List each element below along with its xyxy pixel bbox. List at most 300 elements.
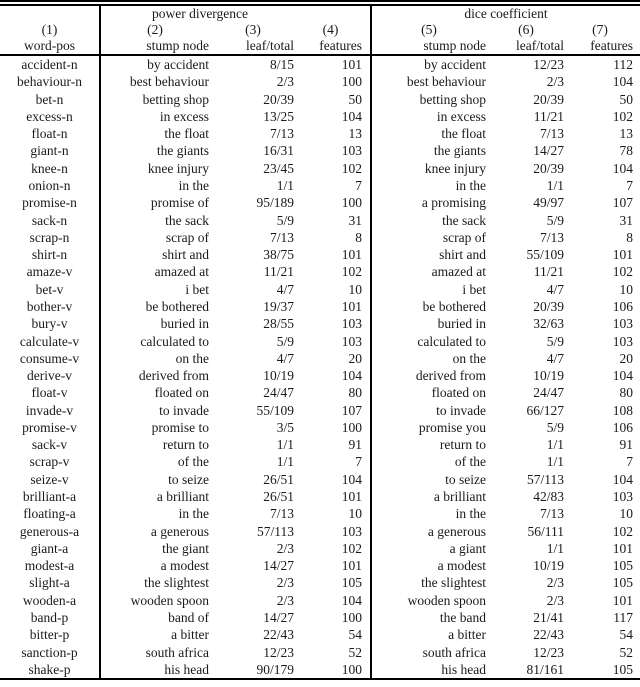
stump-node-cell: wooden spoon bbox=[130, 592, 209, 608]
column-number: (7) bbox=[592, 22, 608, 37]
stump-node-cell: in the bbox=[455, 506, 486, 522]
stump-node-cell: buried in bbox=[437, 316, 486, 332]
stump-node-cell: calculated to bbox=[417, 333, 486, 349]
leaf-total-cell: 7/13 bbox=[269, 229, 294, 245]
leaf-total-cell: 12/23 bbox=[533, 644, 564, 660]
table-row bbox=[0, 661, 640, 679]
features-cell: 10 bbox=[619, 506, 633, 522]
features-cell: 101 bbox=[299, 246, 371, 263]
table-row bbox=[0, 367, 640, 384]
word-pos-cell: invade-v bbox=[0, 402, 100, 419]
leaf-total-cell: 95/189 bbox=[256, 195, 294, 211]
stump-node-cell: wooden spoon bbox=[407, 592, 486, 608]
leaf-total-cell: 5/9 bbox=[546, 212, 564, 228]
features-cell: 10 bbox=[299, 505, 371, 522]
word-pos-cell: promise-v bbox=[0, 419, 100, 436]
stump-node-cell: a bitter bbox=[448, 627, 486, 643]
leaf-total-cell: 7/13 bbox=[269, 126, 294, 142]
table-row bbox=[0, 557, 640, 574]
features-cell: 54 bbox=[299, 626, 371, 643]
leaf-total-cell: 10/19 bbox=[533, 558, 564, 574]
leaf-total-cell: 12/23 bbox=[533, 57, 564, 72]
word-pos-cell: giant-n bbox=[0, 142, 100, 159]
features-cell: 80 bbox=[619, 385, 633, 401]
leaf-total-cell: 2/3 bbox=[276, 592, 294, 608]
word-pos-cell: shirt-n bbox=[0, 246, 100, 263]
features-cell: 105 bbox=[299, 574, 371, 591]
stump-node-cell: on the bbox=[175, 350, 209, 366]
group-header-spacer bbox=[0, 3, 100, 22]
leaf-total-cell: 20/39 bbox=[533, 298, 564, 314]
word-pos-cell: scrap-n bbox=[0, 229, 100, 246]
stump-node-cell: derived from bbox=[138, 368, 209, 384]
leaf-total-cell: 26/51 bbox=[263, 489, 294, 505]
leaf-total-cell: 4/7 bbox=[546, 350, 564, 366]
features-cell: 103 bbox=[299, 315, 371, 332]
stump-node-cell: the sack bbox=[165, 212, 209, 228]
stump-node-cell: the giant bbox=[162, 540, 209, 556]
stump-node-cell: the giants bbox=[433, 143, 486, 159]
features-cell: 103 bbox=[612, 489, 633, 505]
leaf-total-cell: 57/113 bbox=[257, 523, 294, 539]
table-row bbox=[0, 436, 640, 453]
stump-node-cell: to invade bbox=[159, 402, 209, 418]
leaf-total-cell: 8/15 bbox=[269, 57, 294, 72]
word-pos-cell: bother-v bbox=[0, 298, 100, 315]
features-cell: 104 bbox=[299, 471, 371, 488]
word-pos-cell: sack-n bbox=[0, 212, 100, 229]
leaf-total-cell: 5/9 bbox=[546, 419, 564, 435]
column-name-features: features bbox=[567, 38, 640, 55]
features-cell: 104 bbox=[299, 592, 371, 609]
word-pos-cell: giant-a bbox=[0, 540, 100, 557]
leaf-total-cell: 1/1 bbox=[276, 177, 294, 193]
stump-node-cell: a bitter bbox=[171, 627, 209, 643]
word-pos-cell: bet-n bbox=[0, 91, 100, 108]
column-name-leaf-total: leaf/total bbox=[212, 38, 299, 55]
stump-node-cell: promise of bbox=[150, 195, 209, 211]
table-row bbox=[0, 523, 640, 540]
stump-node-cell: in excess bbox=[436, 108, 486, 124]
features-cell: 50 bbox=[299, 91, 371, 108]
word-pos-cell: scrap-v bbox=[0, 453, 100, 470]
features-cell: 31 bbox=[299, 212, 371, 229]
stump-node-cell: the sack bbox=[442, 212, 486, 228]
features-cell: 20 bbox=[299, 350, 371, 367]
group-header-dice-coefficient: dice coefficient bbox=[464, 6, 548, 21]
features-cell: 101 bbox=[612, 540, 633, 556]
leaf-total-cell: 57/113 bbox=[527, 471, 564, 487]
column-number: (3) bbox=[245, 22, 261, 37]
features-cell: 100 bbox=[299, 661, 371, 679]
stump-node-cell: shirt and bbox=[439, 247, 486, 263]
leaf-total-cell: 14/27 bbox=[263, 610, 294, 625]
stump-node-cell: a modest bbox=[437, 558, 486, 574]
features-cell: 106 bbox=[612, 419, 633, 435]
stump-node-cell: of the bbox=[454, 454, 486, 470]
word-pos-cell: consume-v bbox=[0, 350, 100, 367]
leaf-total-cell: 1/1 bbox=[276, 454, 294, 470]
table-row bbox=[0, 609, 640, 626]
leaf-total-cell: 90/179 bbox=[256, 661, 294, 677]
stump-node-cell: be bothered bbox=[422, 298, 486, 314]
table-row bbox=[0, 194, 640, 211]
features-cell: 101 bbox=[299, 55, 371, 73]
features-cell: 101 bbox=[299, 298, 371, 315]
column-number: (2) bbox=[147, 22, 163, 37]
word-pos-cell: brilliant-a bbox=[0, 488, 100, 505]
stump-node-cell: of the bbox=[177, 454, 209, 470]
leaf-total-cell: 7/13 bbox=[269, 506, 294, 522]
features-cell: 104 bbox=[612, 74, 633, 90]
leaf-total-cell: 66/127 bbox=[526, 402, 564, 418]
stump-node-cell: south africa bbox=[145, 644, 209, 660]
word-pos-cell: promise-n bbox=[0, 194, 100, 211]
column-number: (5) bbox=[421, 22, 437, 37]
features-cell: 54 bbox=[619, 627, 633, 643]
table-row bbox=[0, 333, 640, 350]
stump-node-cell: the slightest bbox=[421, 575, 486, 591]
features-cell: 105 bbox=[612, 661, 633, 677]
leaf-total-cell: 5/9 bbox=[546, 333, 564, 349]
table-row bbox=[0, 142, 640, 159]
word-pos-cell: sack-v bbox=[0, 436, 100, 453]
features-cell: 103 bbox=[299, 333, 371, 350]
features-cell: 103 bbox=[612, 316, 633, 332]
features-cell: 91 bbox=[299, 436, 371, 453]
leaf-total-cell: 14/27 bbox=[533, 143, 564, 159]
leaf-total-cell: 32/63 bbox=[533, 316, 564, 332]
stump-node-cell: amazed at bbox=[431, 264, 486, 280]
column-number: (4) bbox=[299, 22, 371, 38]
leaf-total-cell: 81/161 bbox=[526, 661, 564, 677]
stump-node-cell: a brilliant bbox=[156, 489, 209, 505]
column-name-leaf-total: leaf/total bbox=[488, 38, 567, 55]
leaf-total-cell: 38/75 bbox=[263, 247, 294, 263]
features-cell: 102 bbox=[612, 523, 633, 539]
leaf-total-cell: 24/47 bbox=[263, 385, 294, 401]
table-row bbox=[0, 91, 640, 108]
table-row bbox=[0, 453, 640, 470]
stump-node-cell: return to bbox=[439, 437, 486, 453]
features-cell: 20 bbox=[619, 350, 633, 366]
leaf-total-cell: 26/51 bbox=[263, 471, 294, 487]
stump-node-cell: in the bbox=[178, 506, 209, 522]
word-pos-cell: seize-v bbox=[0, 471, 100, 488]
stump-node-cell: a giant bbox=[449, 540, 486, 556]
column-number-row bbox=[0, 22, 640, 38]
stump-node-cell: calculated to bbox=[140, 333, 209, 349]
table-row bbox=[0, 246, 640, 263]
word-pos-cell: bury-v bbox=[0, 315, 100, 332]
table-row bbox=[0, 160, 640, 177]
group-header-power-divergence: power divergence bbox=[151, 6, 249, 21]
stump-node-cell: best behaviour bbox=[129, 74, 209, 90]
features-cell: 102 bbox=[299, 263, 371, 280]
leaf-total-cell: 7/13 bbox=[539, 126, 564, 142]
features-cell: 50 bbox=[619, 91, 633, 107]
leaf-total-cell: 2/3 bbox=[546, 74, 564, 90]
features-cell: 7 bbox=[626, 177, 633, 193]
word-pos-cell: bet-v bbox=[0, 281, 100, 298]
word-pos-cell: float-n bbox=[0, 125, 100, 142]
stump-node-cell: derived from bbox=[415, 368, 486, 384]
leaf-total-cell: 19/37 bbox=[263, 298, 294, 314]
leaf-total-cell: 1/1 bbox=[546, 454, 564, 470]
features-cell: 100 bbox=[299, 73, 371, 90]
word-pos-cell: slight-a bbox=[0, 574, 100, 591]
word-pos-cell: accident-n bbox=[0, 55, 100, 73]
leaf-total-cell: 11/21 bbox=[533, 264, 564, 280]
table-body bbox=[0, 55, 640, 679]
column-name-word-pos: word-pos bbox=[0, 38, 100, 55]
stump-node-cell: to invade bbox=[436, 402, 486, 418]
features-cell: 106 bbox=[612, 298, 633, 314]
leaf-total-cell: 7/13 bbox=[539, 229, 564, 245]
leaf-total-cell: 7/13 bbox=[539, 506, 564, 522]
leaf-total-cell: 2/3 bbox=[546, 592, 564, 608]
word-pos-cell: behaviour-n bbox=[0, 73, 100, 90]
table-row bbox=[0, 315, 640, 332]
features-cell: 105 bbox=[612, 575, 633, 591]
leaf-total-cell: 2/3 bbox=[276, 74, 294, 90]
group-header-gap bbox=[299, 3, 371, 22]
features-cell: 104 bbox=[299, 367, 371, 384]
table-row bbox=[0, 592, 640, 609]
features-cell: 13 bbox=[619, 126, 633, 142]
features-cell: 102 bbox=[299, 160, 371, 177]
stump-node-cell: the float bbox=[164, 126, 209, 142]
word-pos-cell: onion-n bbox=[0, 177, 100, 194]
column-name-features: features bbox=[299, 38, 371, 55]
features-cell: 100 bbox=[299, 419, 371, 436]
stump-node-cell: betting shop bbox=[142, 91, 209, 107]
table-row bbox=[0, 212, 640, 229]
stump-node-cell: a generous bbox=[427, 523, 486, 539]
features-cell: 91 bbox=[619, 437, 633, 453]
leaf-total-cell: 20/39 bbox=[533, 91, 564, 107]
features-cell: 103 bbox=[299, 523, 371, 540]
table-header bbox=[0, 3, 640, 55]
features-cell: 105 bbox=[612, 558, 633, 574]
word-pos-cell: knee-n bbox=[0, 160, 100, 177]
features-cell: 101 bbox=[612, 247, 633, 263]
features-cell: 100 bbox=[299, 609, 371, 626]
stump-node-cell: the giants bbox=[156, 143, 209, 159]
leaf-total-cell: 22/43 bbox=[263, 627, 294, 643]
table-row bbox=[0, 626, 640, 643]
stump-node-cell: to seize bbox=[168, 471, 209, 487]
features-cell: 52 bbox=[619, 644, 633, 660]
leaf-total-cell: 23/45 bbox=[263, 160, 294, 176]
table-row bbox=[0, 125, 640, 142]
stump-node-cell: on the bbox=[452, 350, 486, 366]
column-name-stump-node: stump node bbox=[100, 38, 212, 55]
word-pos-cell: calculate-v bbox=[0, 333, 100, 350]
stump-node-cell: the slightest bbox=[144, 575, 209, 591]
word-pos-cell: derive-v bbox=[0, 367, 100, 384]
stump-node-cell: floated on bbox=[154, 385, 209, 401]
features-cell: 80 bbox=[299, 384, 371, 401]
leaf-total-cell: 28/55 bbox=[263, 316, 294, 332]
word-pos-cell: float-v bbox=[0, 384, 100, 401]
word-pos-cell: bitter-p bbox=[0, 626, 100, 643]
features-cell: 10 bbox=[619, 281, 633, 297]
features-cell: 100 bbox=[299, 194, 371, 211]
stump-node-cell: to seize bbox=[445, 471, 486, 487]
features-cell: 102 bbox=[612, 108, 633, 124]
stump-node-cell: a generous bbox=[150, 523, 209, 539]
leaf-total-cell: 20/39 bbox=[533, 160, 564, 176]
leaf-total-cell: 3/5 bbox=[276, 419, 294, 435]
leaf-total-cell: 2/3 bbox=[276, 540, 294, 556]
features-cell: 7 bbox=[626, 454, 633, 470]
features-cell: 104 bbox=[612, 471, 633, 487]
features-cell: 101 bbox=[299, 488, 371, 505]
leaf-total-cell: 24/47 bbox=[533, 385, 564, 401]
table-row bbox=[0, 55, 640, 73]
leaf-total-cell: 4/7 bbox=[546, 281, 564, 297]
stump-node-cell: be bothered bbox=[145, 298, 209, 314]
table-row bbox=[0, 574, 640, 591]
leaf-total-cell: 55/109 bbox=[256, 402, 294, 418]
stump-node-cell: i bet bbox=[462, 281, 486, 297]
stump-node-cell: return to bbox=[162, 437, 209, 453]
stump-node-cell: his head bbox=[164, 661, 209, 677]
features-cell: 101 bbox=[612, 592, 633, 608]
features-cell: 52 bbox=[299, 644, 371, 661]
stump-node-cell: promise you bbox=[418, 419, 486, 435]
leaf-total-cell: 2/3 bbox=[546, 575, 564, 591]
stump-node-cell: his head bbox=[441, 661, 486, 677]
stump-node-cell: scrap of bbox=[442, 229, 486, 245]
stump-node-cell: by accident bbox=[424, 57, 486, 72]
table-row bbox=[0, 384, 640, 401]
features-cell: 108 bbox=[612, 402, 633, 418]
table-row bbox=[0, 488, 640, 505]
stump-node-cell: i bet bbox=[185, 281, 209, 297]
leaf-total-cell: 22/43 bbox=[533, 627, 564, 643]
stump-node-cell: promise to bbox=[151, 419, 209, 435]
features-cell: 102 bbox=[612, 264, 633, 280]
features-cell: 31 bbox=[619, 212, 633, 228]
leaf-total-cell: 4/7 bbox=[276, 350, 294, 366]
table-row bbox=[0, 73, 640, 90]
column-number: (6) bbox=[518, 22, 534, 37]
stump-node-cell: the float bbox=[441, 126, 486, 142]
stump-node-cell: floated on bbox=[431, 385, 486, 401]
leaf-total-cell: 55/109 bbox=[526, 247, 564, 263]
features-cell: 103 bbox=[612, 333, 633, 349]
stump-node-cell: a brilliant bbox=[433, 489, 486, 505]
column-name-row bbox=[0, 38, 640, 55]
table-row bbox=[0, 177, 640, 194]
stump-node-cell: a promising bbox=[421, 195, 486, 211]
leaf-total-cell: 20/39 bbox=[263, 91, 294, 107]
features-cell: 104 bbox=[612, 368, 633, 384]
leaf-total-cell: 1/1 bbox=[276, 437, 294, 453]
group-header-row bbox=[0, 3, 640, 22]
leaf-total-cell: 1/1 bbox=[546, 177, 564, 193]
stump-node-cell: amazed at bbox=[154, 264, 209, 280]
leaf-total-cell: 13/25 bbox=[263, 108, 294, 124]
column-number: (1) bbox=[0, 22, 100, 38]
word-pos-cell: generous-a bbox=[0, 523, 100, 540]
stump-node-cell: knee injury bbox=[424, 160, 486, 176]
features-cell: 117 bbox=[613, 610, 633, 625]
features-cell: 101 bbox=[299, 557, 371, 574]
stump-node-cell: by accident bbox=[147, 57, 209, 72]
stump-node-cell: south africa bbox=[422, 644, 486, 660]
features-cell: 112 bbox=[613, 57, 633, 72]
stump-node-cell: in the bbox=[455, 177, 486, 193]
stump-node-cell: knee injury bbox=[147, 160, 209, 176]
stump-node-cell: a modest bbox=[160, 558, 209, 574]
leaf-total-cell: 14/27 bbox=[263, 558, 294, 574]
features-cell: 104 bbox=[299, 108, 371, 125]
table-row bbox=[0, 350, 640, 367]
features-cell: 7 bbox=[299, 177, 371, 194]
leaf-total-cell: 16/31 bbox=[263, 143, 294, 159]
leaf-total-cell: 2/3 bbox=[276, 575, 294, 591]
word-pos-cell: modest-a bbox=[0, 557, 100, 574]
leaf-total-cell: 1/1 bbox=[546, 437, 564, 453]
word-pos-cell: amaze-v bbox=[0, 263, 100, 280]
leaf-total-cell: 4/7 bbox=[276, 281, 294, 297]
features-cell: 107 bbox=[612, 195, 633, 211]
word-pos-cell: shake-p bbox=[0, 661, 100, 679]
stump-node-cell: the band bbox=[439, 610, 486, 625]
column-name-stump-node: stump node bbox=[371, 38, 488, 55]
leaf-total-cell: 56/111 bbox=[527, 523, 564, 539]
leaf-total-cell: 11/21 bbox=[263, 264, 294, 280]
leaf-total-cell: 49/97 bbox=[533, 195, 564, 211]
features-cell: 107 bbox=[299, 402, 371, 419]
table-row bbox=[0, 540, 640, 557]
features-cell: 8 bbox=[299, 229, 371, 246]
stump-node-cell: buried in bbox=[160, 316, 209, 332]
table-row bbox=[0, 108, 640, 125]
word-pos-cell: floating-a bbox=[0, 505, 100, 522]
word-pos-cell: sanction-p bbox=[0, 644, 100, 661]
table-row bbox=[0, 505, 640, 522]
word-pos-cell: band-p bbox=[0, 609, 100, 626]
stump-node-cell: scrap of bbox=[165, 229, 209, 245]
leaf-total-cell: 42/83 bbox=[533, 489, 564, 505]
table-row bbox=[0, 229, 640, 246]
leaf-total-cell: 1/1 bbox=[546, 540, 564, 556]
leaf-total-cell: 5/9 bbox=[276, 212, 294, 228]
leaf-total-cell: 11/21 bbox=[533, 108, 564, 124]
word-pos-cell: excess-n bbox=[0, 108, 100, 125]
table-row bbox=[0, 263, 640, 280]
features-cell: 7 bbox=[299, 453, 371, 470]
features-cell: 104 bbox=[612, 160, 633, 176]
features-cell: 8 bbox=[626, 229, 633, 245]
leaf-total-cell: 10/19 bbox=[533, 368, 564, 384]
leaf-total-cell: 21/41 bbox=[533, 610, 564, 625]
word-pos-cell: wooden-a bbox=[0, 592, 100, 609]
table-row bbox=[0, 471, 640, 488]
stump-node-cell: best behaviour bbox=[406, 74, 486, 90]
stump-node-cell: in excess bbox=[159, 108, 209, 124]
features-cell: 10 bbox=[299, 281, 371, 298]
features-cell: 78 bbox=[619, 143, 633, 159]
table-row bbox=[0, 644, 640, 661]
stump-node-cell: shirt and bbox=[162, 247, 209, 263]
stump-node-cell: betting shop bbox=[419, 91, 486, 107]
leaf-total-cell: 5/9 bbox=[276, 333, 294, 349]
